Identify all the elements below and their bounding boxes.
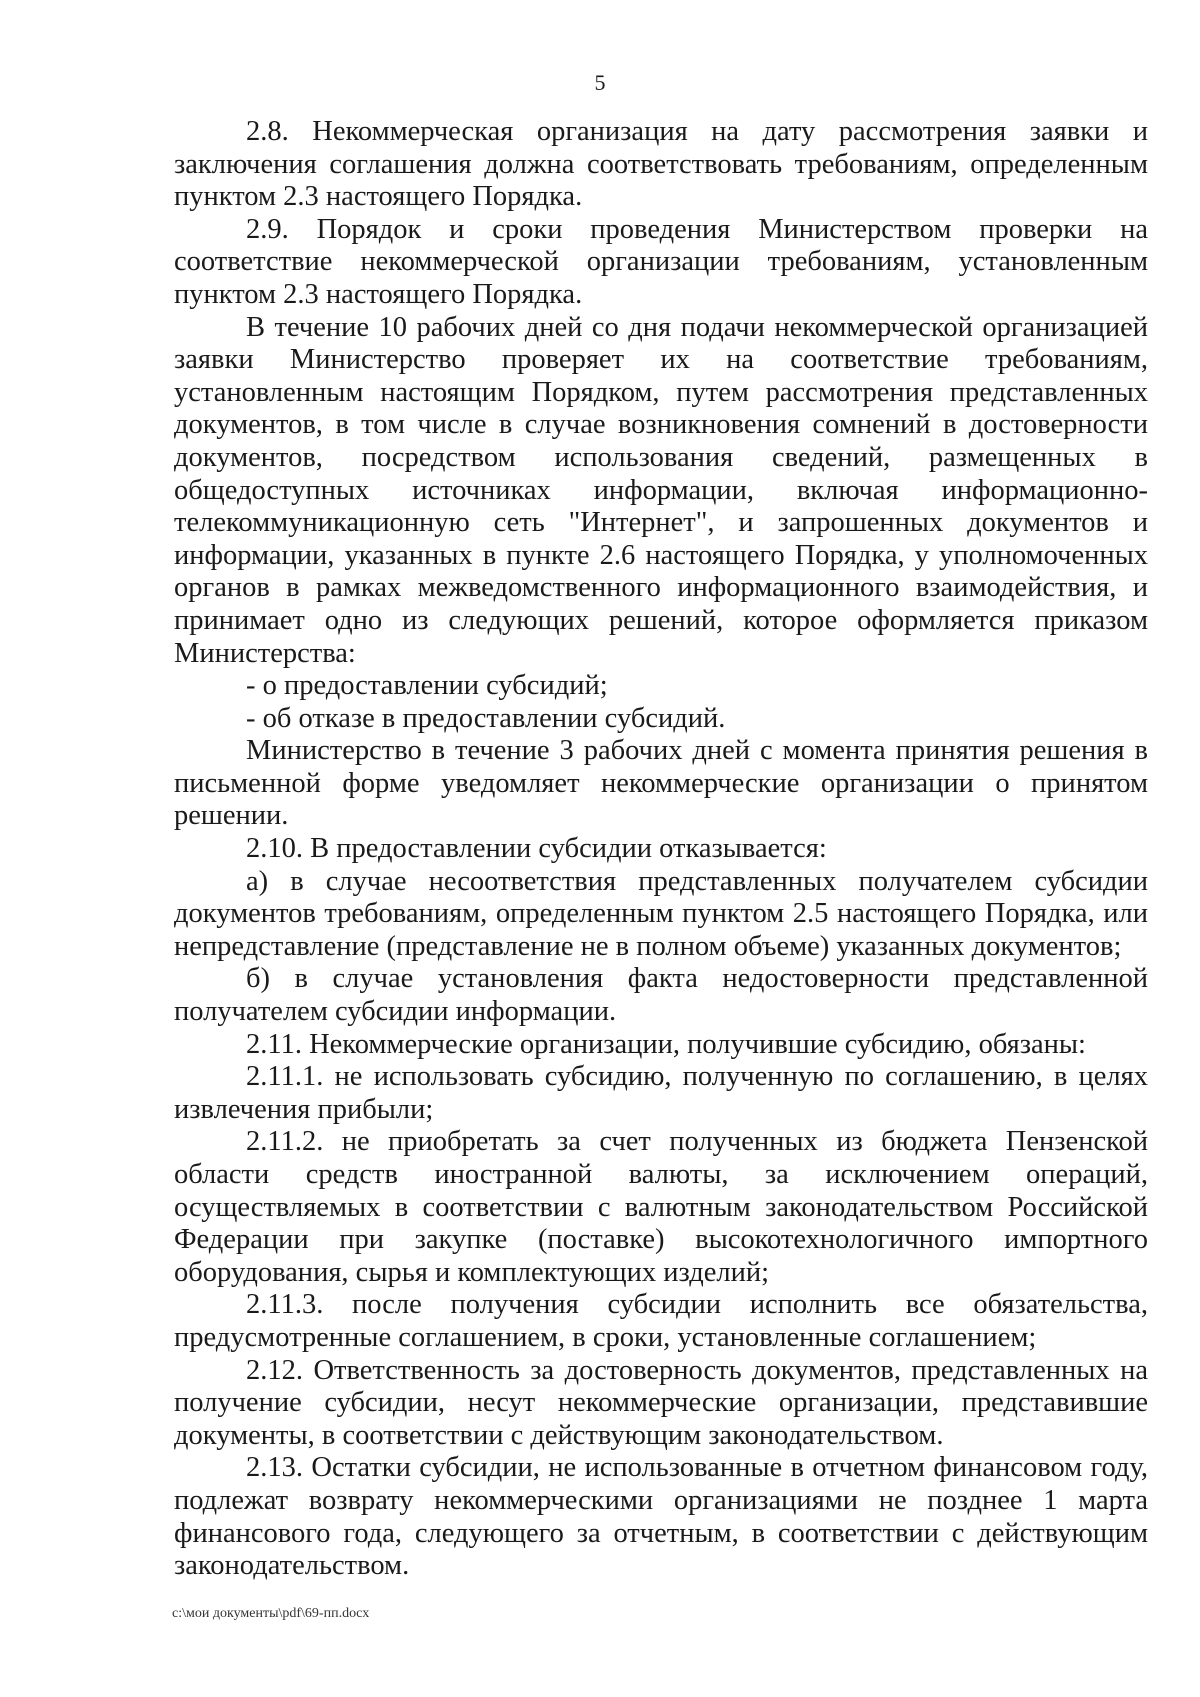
paragraph-2-11-3: 2.11.3. после получения субсидии исполнить все обязательства, предусмотренные соглашением, в сроки, установленные соглашением; — [174, 1289, 1148, 1353]
paragraph-2-12: 2.12. Ответственность за достоверность документов, представленных на получение субсидии, несут некоммерческие организации, представившие документы, в соответствии с действующим законодательством. — [174, 1354, 1148, 1451]
document-body — [174, 116, 1148, 1583]
paragraph-notification: Министерство в течение 3 рабочих дней с момента принятия решения в письменной форме уведомляет некоммерческие организации о принятом решении. — [174, 735, 1148, 832]
paragraph-2-9: 2.9. Порядок и сроки проведения Министерством проверки на соответствие некоммерческой организации требованиям, установленным пунктом 2.3 настоящего Порядка. — [174, 213, 1148, 310]
paragraph-decision-grant: - о предоставлении субсидий; — [246, 670, 608, 702]
paragraph-2-10: 2.10. В предоставлении субсидии отказывается: — [246, 833, 827, 865]
paragraph-2-11-2: 2.11.2. не приобретать за счет полученных из бюджета Пензенской области средств иностранной валюты, за исключением операций, осуществляемых в соответствии с валютным законодательством Российской Федерации при закупке (поставке) высокотехнологичного импортного оборудования, сырья и комплектующих изделий; — [174, 1126, 1148, 1288]
paragraph-2-10-a: а) в случае несоответствия представленных получателем субсидии документов требованиям, определенным пунктом 2.5 настоящего Порядка, или непредставление (представление не в полном объеме) указанных документов; — [174, 865, 1148, 962]
paragraph-decision-refuse: - об отказе в предоставлении субсидий. — [246, 702, 726, 734]
paragraph-2-8: 2.8. Некоммерческая организация на дату рассмотрения заявки и заключения соглашения должна соответствовать требованиям, определенным пунктом 2.3 настоящего Порядка. — [174, 116, 1148, 213]
paragraph-2-11-1: 2.11.1. не использовать субсидию, полученную по соглашению, в целях извлечения прибыли; — [174, 1061, 1148, 1125]
paragraph-2-13: 2.13. Остатки субсидии, не использованные в отчетном финансовом году, подлежат возврату некоммерческими организациями не позднее 1 марта финансового года, следующего за отчетным, в соответствии с действующим законодательством. — [174, 1452, 1148, 1582]
footer-file-path: c:\мои документы\pdf\69-пп.docx — [172, 1606, 370, 1621]
paragraph-2-11: 2.11. Некоммерческие организации, получившие субсидию, обязаны: — [246, 1028, 1086, 1060]
page-number: 5 — [594, 70, 606, 95]
paragraph-2-10-b: б) в случае установления факта недостоверности представленной получателем субсидии информации. — [174, 963, 1148, 1028]
paragraph-review-procedure: В течение 10 рабочих дней со дня подачи некоммерческой организацией заявки Министерство проверяет их на соответствие требованиям, установленным настоящим Порядком, путем рассмотрения представленных документов, в том числе в случае возникновения сомнений в достоверности документов, посредством использования сведений, размещенных в общедоступных источниках информации, включая информационно-телекоммуникационную сеть "Интернет", и запрошенных документов и информации, указанных в пункте 2.6 настоящего Порядка, у уполномоченных органов в рамках межведомственного информационного взаимодействия, и принимает одно из следующих решений, которое оформляется приказом Министерства: — [174, 311, 1148, 669]
